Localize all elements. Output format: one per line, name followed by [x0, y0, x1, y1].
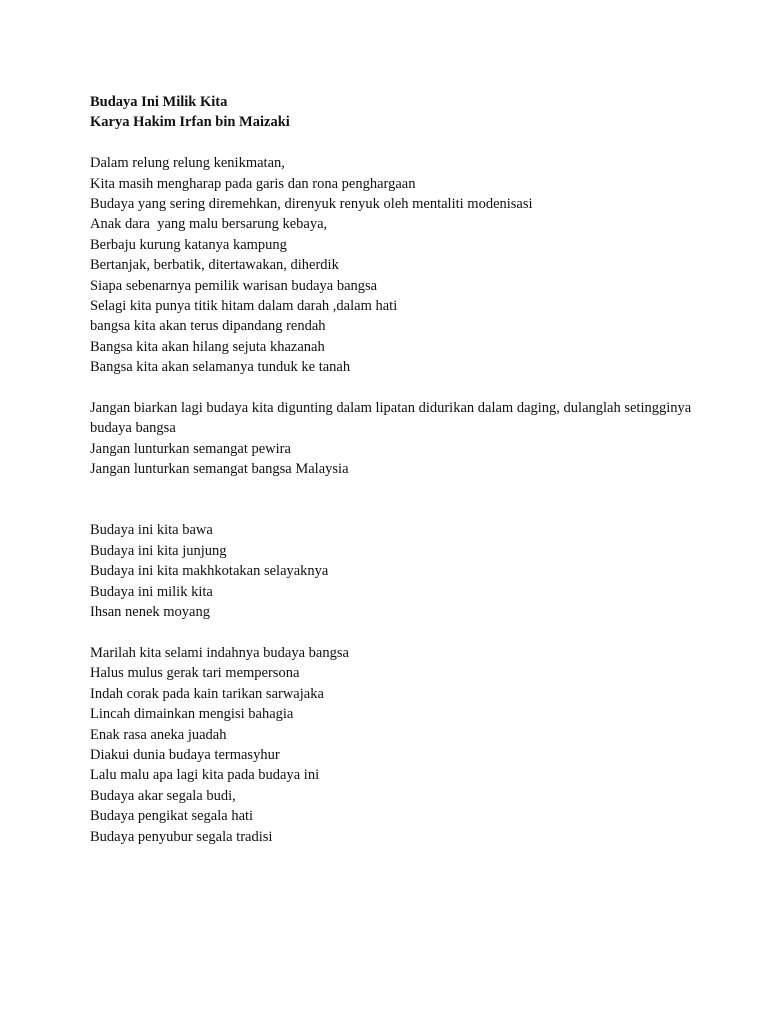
poem-line: Budaya penyubur segala tradisi [90, 828, 273, 845]
stanza-2 [90, 398, 730, 480]
poem-line: Budaya ini milik kita [90, 583, 213, 600]
poem-line: Lincah dimainkan mengisi bahagia [90, 706, 294, 723]
poem-line: Bangsa kita akan hilang sejuta khazanah [90, 338, 325, 355]
poem-line: Budaya pengikat segala hati [90, 808, 254, 825]
poem-line: Budaya akar segala budi, [90, 787, 236, 804]
poem-line: Halus mulus gerak tari mempersona [90, 665, 300, 682]
poem-line: Jangan lunturkan semangat pewira [90, 440, 291, 457]
poem-line: Enak rasa aneka juadah [90, 726, 227, 743]
stanza-4 [90, 643, 730, 847]
title-block [90, 92, 730, 133]
poem-line: Selagi kita punya titik hitam dalam darah ,dalam hati [90, 298, 398, 315]
poem-line: Lalu malu apa lagi kita pada budaya ini [90, 767, 320, 784]
poem-line: Bertanjak, berbatik, ditertawakan, diherdik [90, 257, 339, 274]
poem-line: Ihsan nenek moyang [90, 604, 210, 621]
poem-line: Jangan biarkan lagi budaya kita digunting dalam lipatan didurikan dalam daging, dulanglah setingginya budaya bangsa [90, 400, 692, 437]
poem-line: Budaya ini kita makhkotakan selayaknya [90, 563, 329, 580]
poem-line: Bangsa kita akan selamanya tunduk ke tanah [90, 359, 351, 376]
poem-line: Jangan lunturkan semangat bangsa Malaysia [90, 461, 349, 478]
poem-author: Karya Hakim Irfan bin Maizaki [90, 114, 290, 131]
poem-line: Budaya ini kita junjung [90, 542, 227, 559]
poem-line: Diakui dunia budaya termasyhur [90, 746, 280, 763]
poem-line: Budaya yang sering diremehkan, direnyuk renyuk oleh mentaliti modenisasi [90, 196, 533, 213]
poem-line: Indah corak pada kain tarikan sarwajaka [90, 685, 324, 702]
poem-line: Anak dara yang malu bersarung kebaya, [90, 216, 328, 233]
poem-document [90, 92, 730, 867]
stanza-1 [90, 153, 730, 377]
poem-line: Siapa sebenarnya pemilik warisan budaya bangsa [90, 277, 378, 294]
poem-line: Kita masih mengharap pada garis dan rona penghargaan [90, 175, 416, 192]
poem-line: bangsa kita akan terus dipandang rendah [90, 318, 326, 335]
poem-line: Budaya ini kita bawa [90, 522, 213, 539]
poem-title: Budaya Ini Milik Kita [90, 94, 228, 110]
poem-line: Berbaju kurung katanya kampung [90, 236, 287, 253]
stanza-3 [90, 520, 730, 622]
poem-line: Dalam relung relung kenikmatan, [90, 155, 285, 172]
poem-line: Marilah kita selami indahnya budaya bangsa [90, 644, 349, 661]
